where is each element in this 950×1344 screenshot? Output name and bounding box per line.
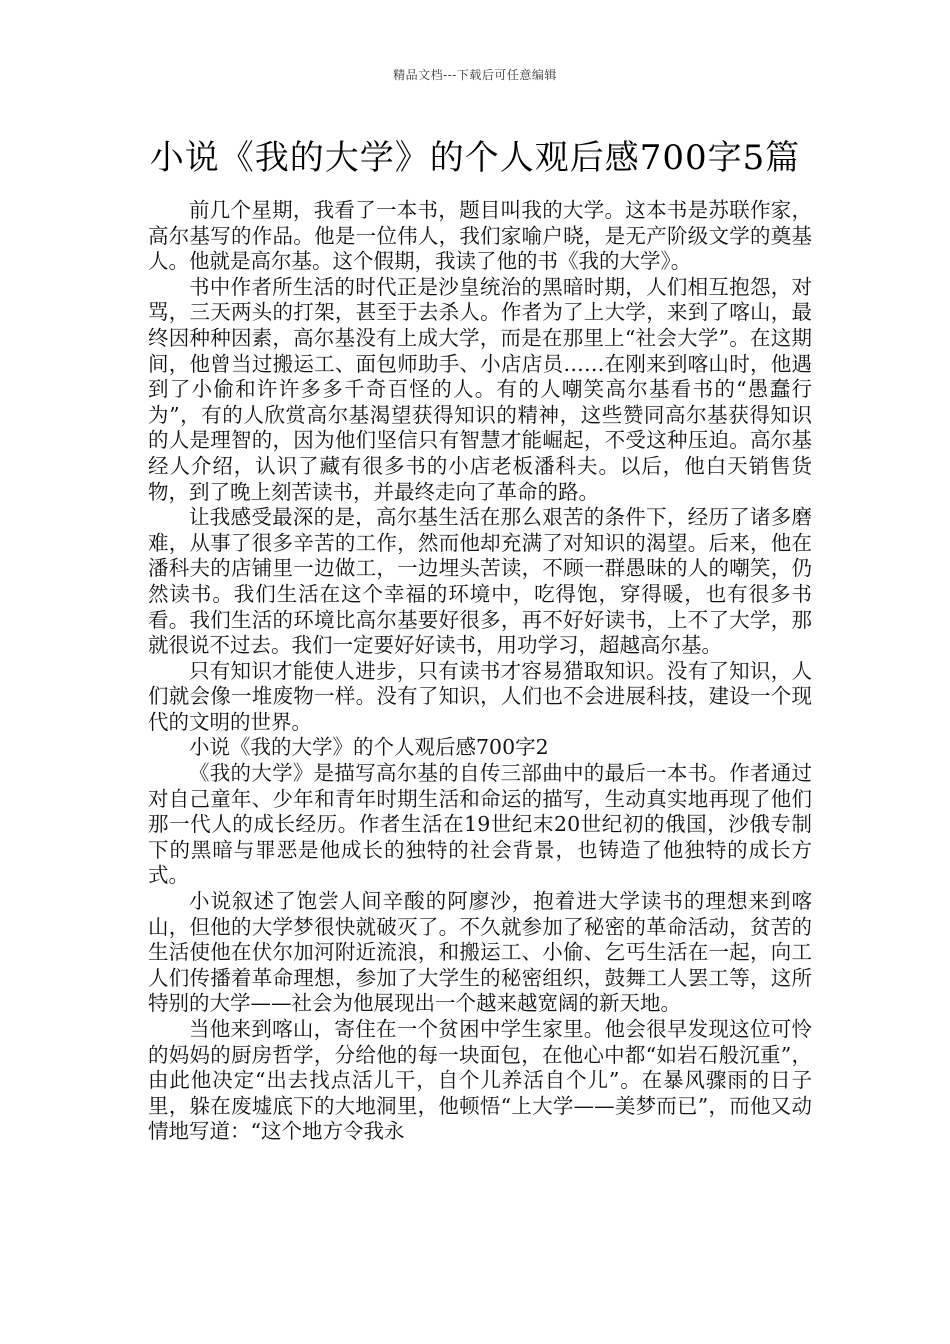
paragraph: 前几个星期，我看了一本书，题目叫我的大学。这本书是苏联作家，高尔基写的作品。他是一位伟人，我们家喻户晓，是无产阶级文学的奠基人。他就是高尔基。这个假期，我读了他的书《我的大学》。 (148, 198, 812, 274)
paragraph: 《我的大学》是描写高尔基的自传三部曲中的最后一本书。作者通过对自己童年、少年和青年时期生活和命运的描写，生动真实地再现了他们那一代人的成长经历。作者生活在19世纪末20世纪初的俄国，沙俄专制下的黑暗与罪恶是他成长的独特的社会背景，也铸造了他独特的成长方式。 (148, 761, 812, 888)
document-title: 小说《我的大学》的个人观后感700字5篇 (149, 138, 801, 178)
document-body (148, 198, 812, 1145)
paragraph: 当他来到喀山，寄住在一个贫困中学生家里。他会很早发现这位可怜的妈妈的厨房哲学，分给他的每一块面包，在他心中都“如岩石般沉重”，由此他决定“出去找点活儿干，自个儿养活自个儿”。在暴风骤雨的日子里，躲在废墟底下的大地洞里，他顿悟“上大学——美梦而已”，而他又动情地写道：“这个地方令我永 (148, 1017, 812, 1144)
header-note: 精品文档---下载后可任意编辑 (393, 68, 557, 82)
paragraph: 让我感受最深的是，高尔基生活在那么艰苦的条件下，经历了诸多磨难，从事了很多辛苦的工作，然而他却充满了对知识的渴望。后来，他在潘科夫的店铺里一边做工，一边埋头苦读，不顾一群愚昧的人的嘲笑，仍然读书。我们生活在这个幸福的环境中，吃得饱，穿得暖，也有很多书看。我们生活的环境比高尔基要好很多，再不好好读书，上不了大学，那就很说不过去。我们一定要好好读书，用功学习，超越高尔基。 (148, 505, 812, 658)
paragraph: 只有知识才能使人进步，只有读书才容易猎取知识。没有了知识，人们就会像一堆废物一样。没有了知识，人们也不会进展科技，建设一个现代的文明的世界。 (148, 658, 812, 734)
paragraph: 书中作者所生活的时代正是沙皇统治的黑暗时期，人们相互抱怨，对骂，三天两头的打架，甚至于去杀人。作者为了上大学，来到了喀山，最终因种种因素，高尔基没有上成大学，而是在那里上“社会大学”。在这期间，他曾当过搬运工、面包师助手、小店店员……在刚来到喀山时，他遇到了小偷和许许多多千奇百怪的人。有的人嘲笑高尔基看书的“愚蠢行为”，有的人欣赏高尔基渴望获得知识的精神，这些赞同高尔基获得知识的人是理智的，因为他们坚信只有智慧才能崛起，不受这种压迫。高尔基经人介绍，认识了藏有很多书的小店老板潘科夫。以后，他白天销售货物，到了晚上刻苦读书，并最终走向了革命的路。 (148, 274, 812, 504)
paragraph: 小说叙述了饱尝人间辛酸的阿廖沙，抱着进大学读书的理想来到喀山，但他的大学梦很快就破灭了。不久就参加了秘密的革命活动，贫苦的生活使他在伏尔加河附近流浪，和搬运工、小偷、乞丐生活在一起，向工人们传播着革命理想，参加了大学生的秘密组织，鼓舞工人罢工等，这所特别的大学——社会为他展现出一个越来越宽阔的新天地。 (148, 889, 812, 1016)
section-heading: 小说《我的大学》的个人观后感700字2 (189, 735, 549, 760)
